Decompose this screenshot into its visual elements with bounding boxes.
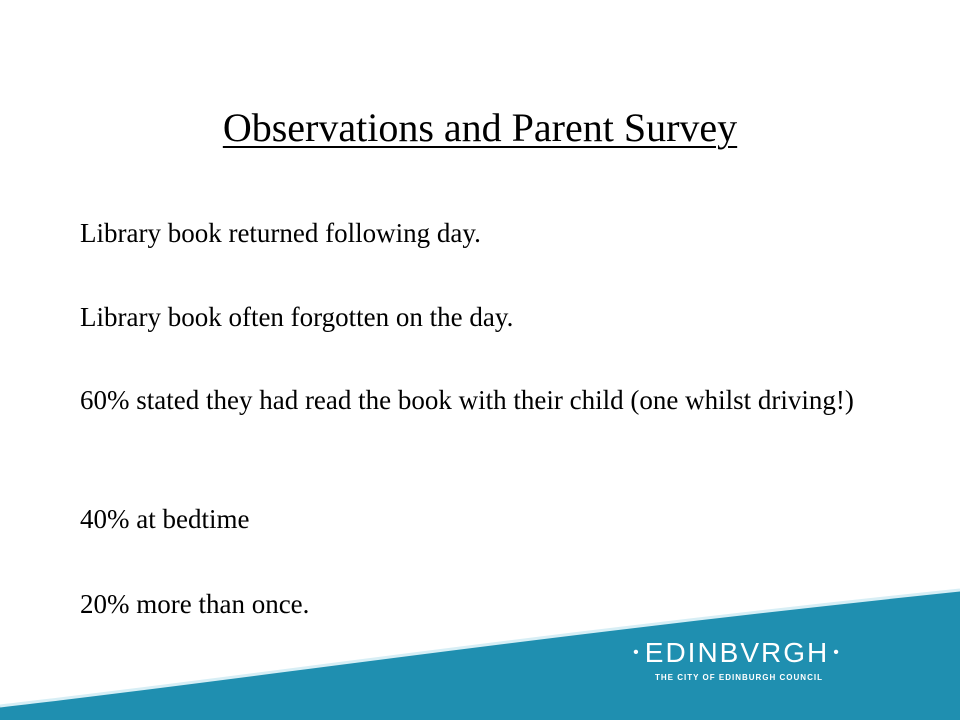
survey-result-text: 60% stated they had read the book with their child (one whilst driving!) bbox=[80, 385, 854, 415]
slide-title: Observations and Parent Survey bbox=[222, 105, 738, 150]
survey-result-text: 40% at bedtime bbox=[80, 504, 250, 534]
logo-wordmark-text: EDINBVRGH bbox=[644, 637, 830, 668]
observation-text: Library book returned following day. bbox=[80, 218, 481, 248]
observation-text: Library book often forgotten on the day. bbox=[80, 302, 514, 332]
logo-dot-right: • bbox=[833, 644, 841, 661]
logo-wordmark bbox=[624, 636, 850, 670]
logo-dot-left: • bbox=[633, 644, 641, 661]
survey-result-text: 20% more than once. bbox=[80, 589, 310, 619]
edinburgh-council-logo bbox=[624, 636, 850, 686]
logo-subtitle: THE CITY OF EDINBURGH COUNCIL bbox=[655, 673, 823, 682]
